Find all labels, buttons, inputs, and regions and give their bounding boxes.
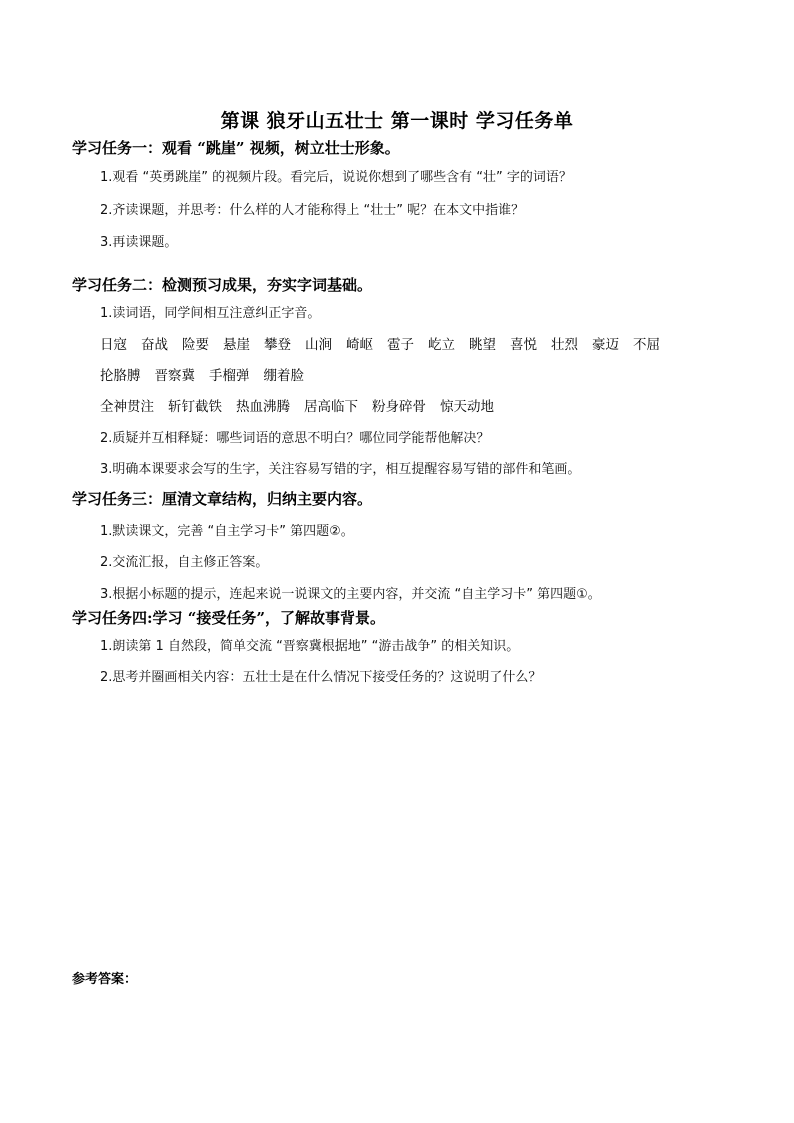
- task4-item-2: 2.思考并圈画相关内容：五壮士是在什么情况下接受任务的？这说明了什么？: [100, 670, 542, 685]
- page-title: 第课 狼牙山五壮士 第一课时 学习任务单: [220, 110, 574, 132]
- vocab-word: 奋战: [141, 337, 168, 353]
- vocab-word: 手榴弹: [209, 368, 250, 384]
- reference-answers-label: 参考答案：: [72, 972, 138, 987]
- task1-item-1: 1.观看 “英勇跳崖” 的视频片段。看完后，说说你想到了哪些含有 “壮” 字的词语？: [100, 170, 572, 185]
- vocab-word: 热血沸腾: [236, 399, 290, 415]
- task2-item-1: 1.读词语，同学间相互注意纠正字音。: [100, 306, 321, 321]
- vocab-word: 眺望: [469, 337, 496, 353]
- vocab-word: 险要: [182, 337, 209, 353]
- vocab-word: 崎岖: [346, 337, 373, 353]
- task2-item-3: 3.明确本课要求会写的生字，关注容易写错的字，相互提醒容易写错的部件和笔画。: [100, 462, 581, 477]
- vocab-word: 全神贯注: [100, 399, 154, 415]
- task3-item-3: 3.根据小标题的提示，连起来说一说课文的主要内容，并交流 “自主学习卡” 第四题①。: [100, 587, 601, 602]
- vocab-word: 惊天动地: [440, 399, 494, 415]
- vocab-word: 居高临下: [304, 399, 358, 415]
- vocab-word: 不屈: [633, 337, 660, 353]
- vocab-word: 抡胳膊: [100, 368, 141, 384]
- vocab-word: 屹立: [428, 337, 455, 353]
- vocab-word: 喜悦: [510, 337, 537, 353]
- task3-item-2: 2.交流汇报，自主修正答案。: [100, 555, 269, 570]
- task3-heading: 学习任务三：厘清文章结构，归纳主要内容。: [72, 490, 373, 508]
- vocab-word: 攀登: [264, 337, 291, 353]
- vocab-row-1: [100, 333, 674, 353]
- vocab-word: 壮烈: [551, 337, 578, 353]
- vocab-word: 雹子: [387, 337, 414, 353]
- task1-item-2: 2.齐读课题，并思考：什么样的人才能称得上 “壮士” 呢？在本文中指谁？: [100, 203, 525, 218]
- vocab-word: 山涧: [305, 337, 332, 353]
- vocab-word: 日寇: [100, 337, 127, 353]
- task3-item-1: 1.默读课文，完善 “自主学习卡” 第四题②。: [100, 524, 354, 539]
- task1-item-3: 3.再读课题。: [100, 235, 178, 250]
- vocab-row-2: [100, 364, 318, 384]
- vocab-word: 绷着脸: [263, 368, 304, 384]
- task2-heading: 学习任务二：检测预习成果，夯实字词基础。: [72, 276, 373, 294]
- vocab-word: 悬崖: [223, 337, 250, 353]
- vocab-word: 豪迈: [592, 337, 619, 353]
- task4-heading: 学习任务四:学习 “接受任务”，了解故事背景。: [72, 609, 386, 627]
- task2-item-2: 2.质疑并互相释疑：哪些词语的意思不明白？哪位同学能帮他解决？: [100, 431, 490, 446]
- vocab-row-3: [100, 395, 508, 415]
- task1-heading: 学习任务一：观看 “跳崖” 视频，树立壮士形象。: [72, 139, 400, 157]
- vocab-word: 晋察冀: [154, 368, 195, 384]
- vocab-word: 粉身碎骨: [372, 399, 426, 415]
- task4-item-1: 1.朗读第 1 自然段，简单交流 “晋察冀根据地” “游击战争” 的相关知识。: [100, 639, 520, 654]
- vocab-word: 斩钉截铁: [168, 399, 222, 415]
